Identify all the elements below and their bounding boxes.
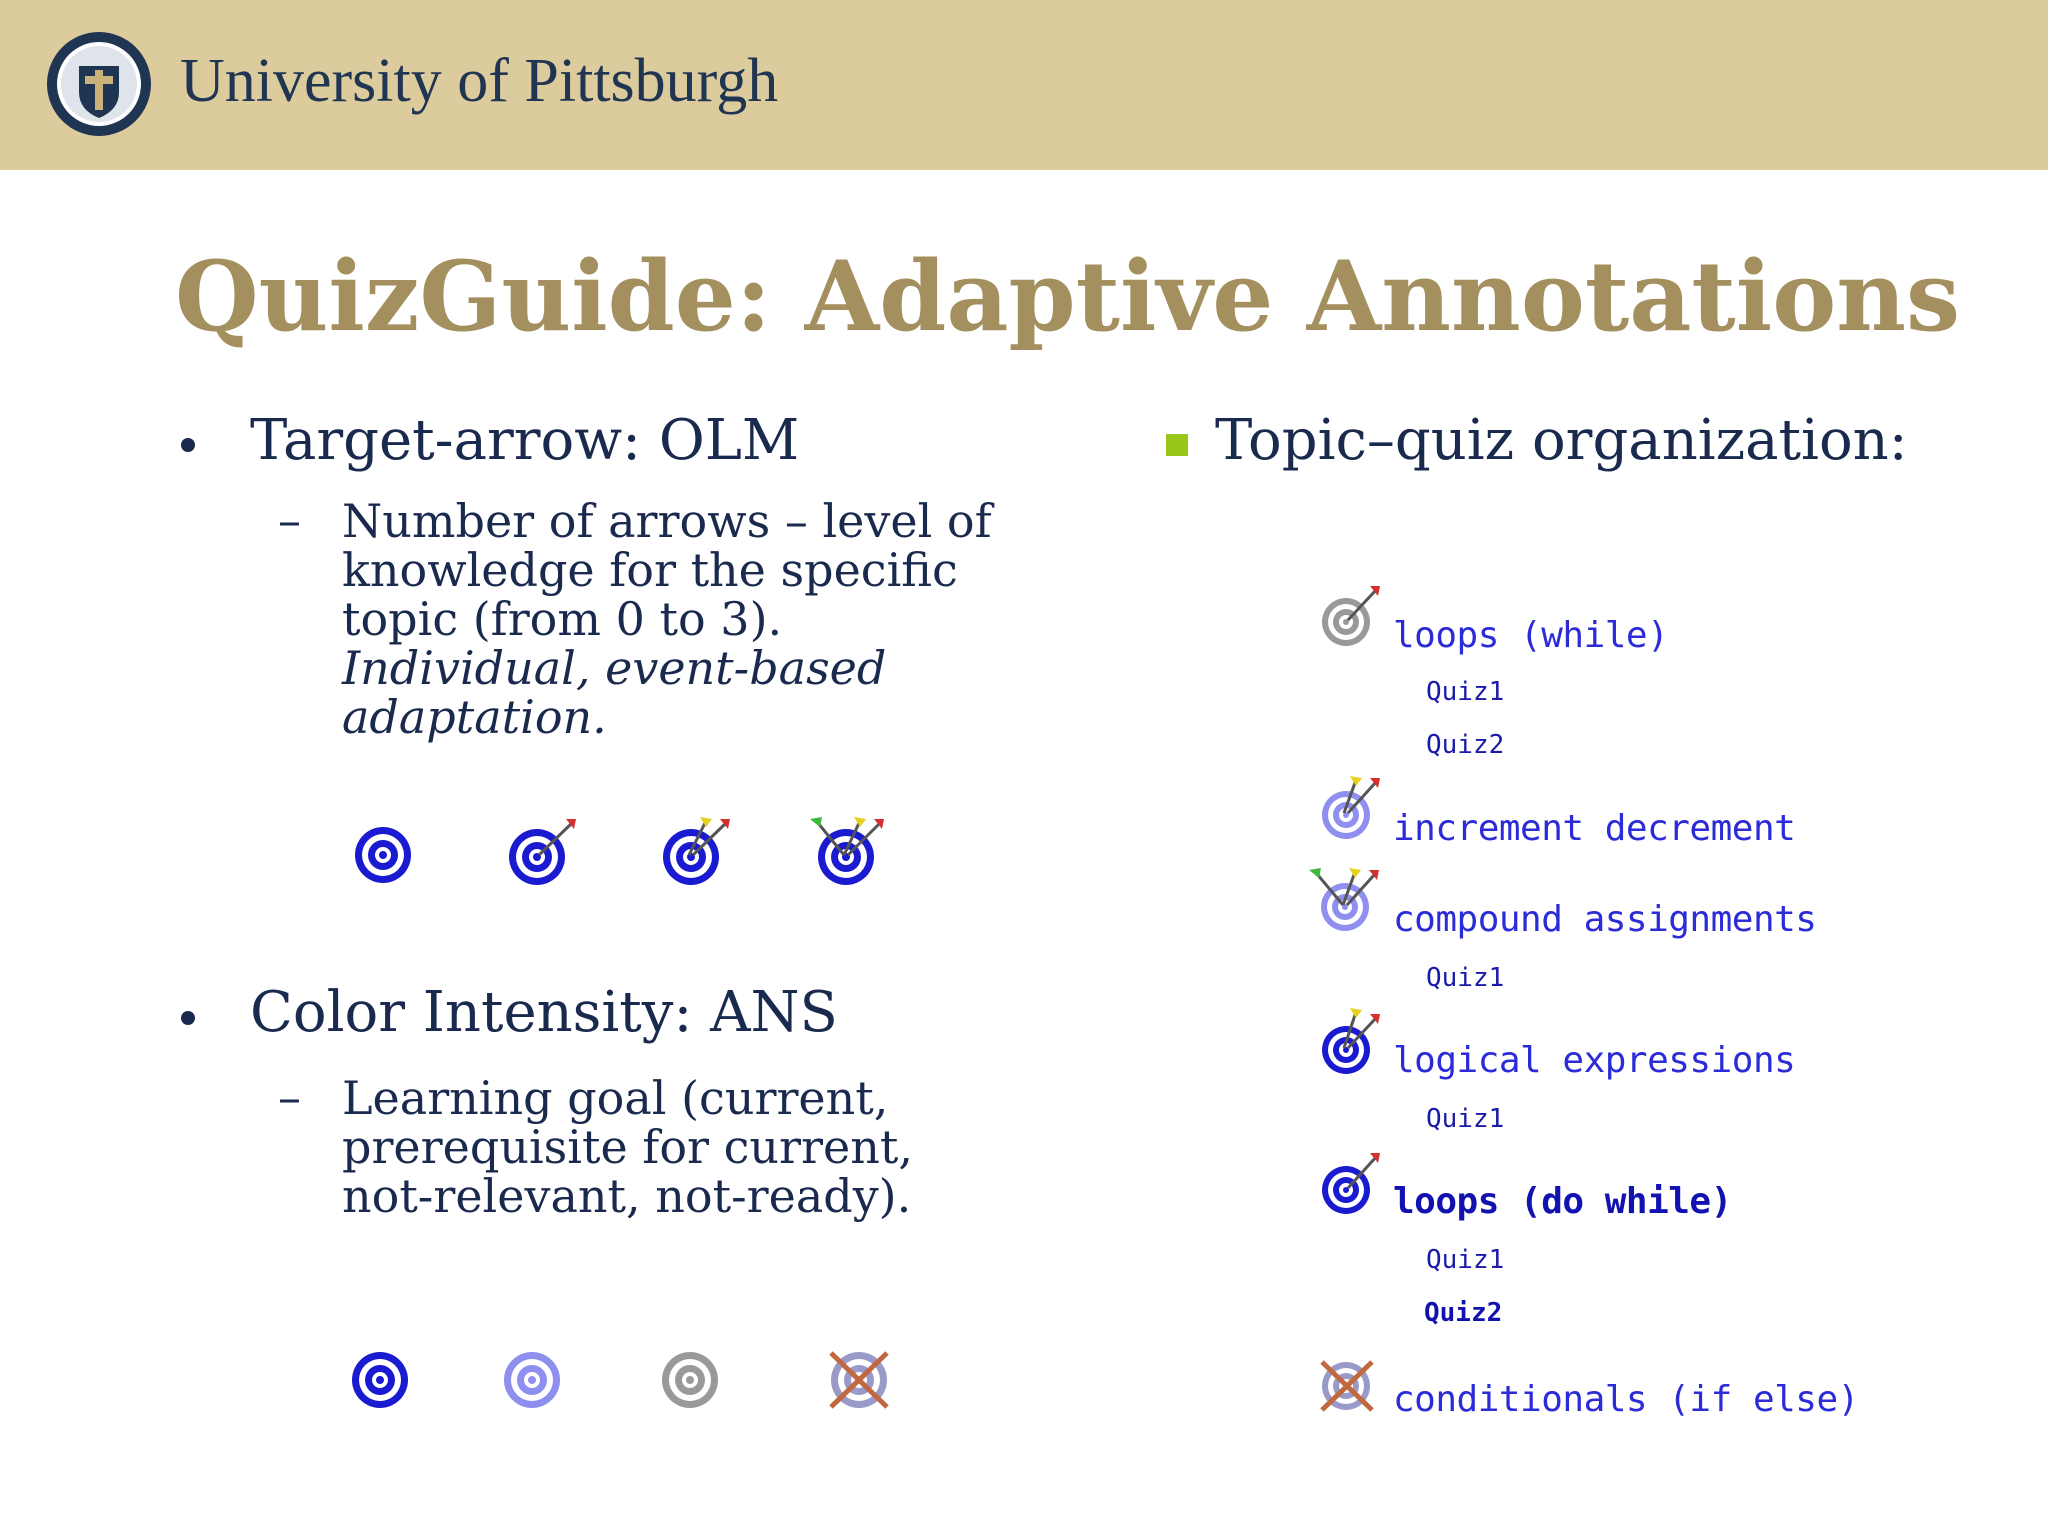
bullet-olm-heading: Target-arrow: OLM [250, 408, 800, 473]
target-arrows-1-icon [502, 815, 582, 895]
bullet-dot [181, 1011, 195, 1025]
university-name: University of Pittsburgh [180, 47, 779, 115]
quiz-link[interactable]: Quiz1 [1426, 963, 1505, 993]
dash-marker: – [278, 1070, 301, 1124]
topic-target-icon [1316, 1000, 1386, 1080]
university-seal-icon [45, 30, 153, 138]
bullet-dot [181, 438, 195, 452]
topic-target-not-ready-icon [1316, 1350, 1386, 1420]
quiz-link[interactable]: Quiz2 [1426, 730, 1505, 760]
topic-target-icon [1316, 770, 1386, 840]
topic-link[interactable]: logical expressions [1393, 1040, 1796, 1081]
topic-link[interactable]: conditionals (if else) [1393, 1379, 1859, 1420]
olm-description-plain: Number of arrows – level of knowledge for the specific topic (from 0 to 3). [342, 494, 992, 646]
topic-target-icon [1316, 580, 1386, 650]
topic-target-icon [1305, 862, 1387, 932]
topic-link[interactable]: loops (while) [1393, 615, 1669, 656]
target-not-ready-icon [823, 1345, 895, 1415]
slide-title: QuizGuide: Adaptive Annotations [175, 240, 1961, 353]
bullet-ans-heading: Color Intensity: ANS [250, 980, 838, 1045]
target-prerequisite-icon [497, 1345, 567, 1415]
topic-link[interactable]: increment decrement [1393, 808, 1796, 849]
topic-link[interactable]: compound assignments [1393, 899, 1817, 940]
target-current-icon [345, 1345, 415, 1415]
bullet-olm-description [342, 494, 1042, 744]
quiz-link[interactable]: Quiz1 [1426, 1104, 1505, 1134]
target-arrows-0-icon [348, 815, 418, 885]
square-bullet [1166, 434, 1188, 456]
quiz-link[interactable]: Quiz1 [1426, 1245, 1505, 1275]
dash-marker: – [278, 493, 301, 547]
quiz-link[interactable]: Quiz1 [1426, 677, 1505, 707]
topic-link-current[interactable]: loops (do while) [1393, 1181, 1732, 1222]
topic-quiz-heading: Topic–quiz organization: [1215, 408, 1908, 473]
bullet-ans-description: Learning goal (current, prerequisite for current, not-relevant, not-ready). [342, 1071, 913, 1223]
target-arrows-3-icon [806, 815, 888, 895]
header-bar [0, 0, 2048, 170]
olm-description-italic: Individual, event-based adaptation. [342, 641, 887, 744]
target-not-relevant-icon [655, 1345, 725, 1415]
target-arrows-2-icon [656, 815, 736, 895]
topic-target-icon [1316, 1145, 1386, 1220]
quiz-link-current[interactable]: Quiz2 [1424, 1298, 1503, 1328]
